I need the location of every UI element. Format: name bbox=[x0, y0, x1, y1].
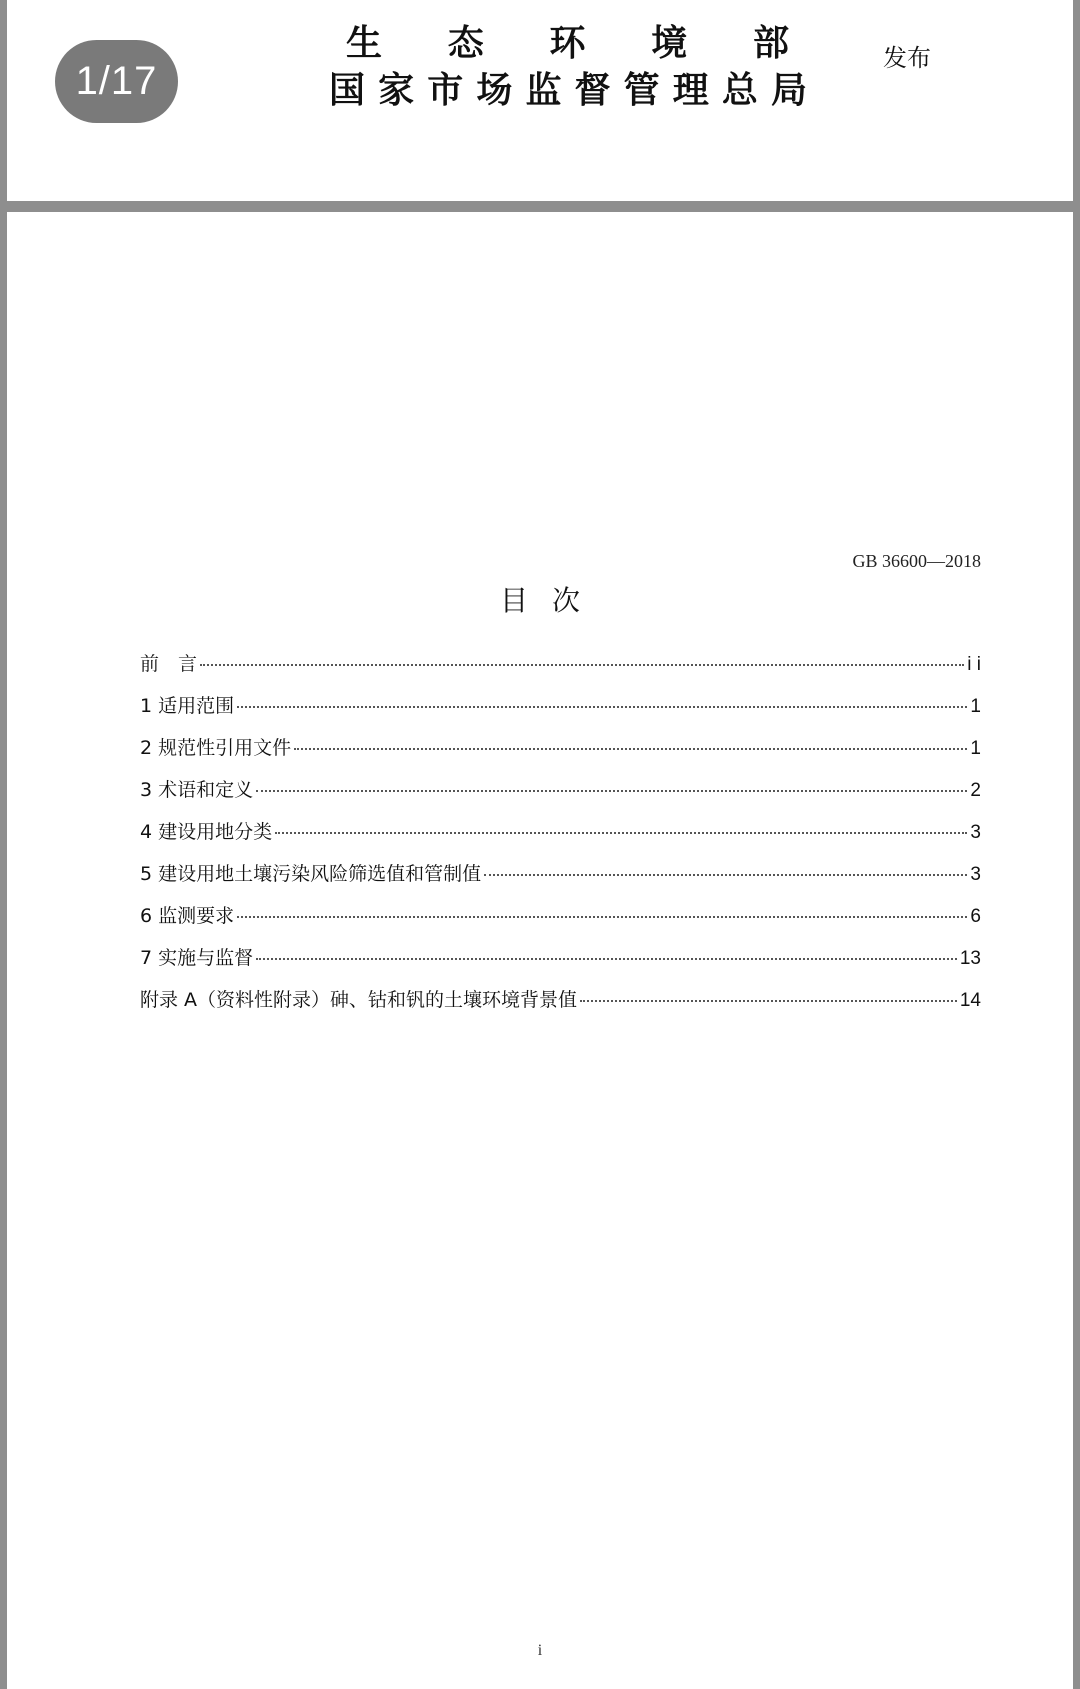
issuer-char: 理 bbox=[672, 69, 709, 111]
toc-entry-page: 3 bbox=[970, 864, 981, 885]
toc-entry-page: 6 bbox=[970, 906, 981, 927]
toc-leader-dots bbox=[256, 958, 957, 960]
issuer-char: 部 bbox=[752, 22, 789, 64]
toc-entry-scope[interactable] bbox=[140, 691, 981, 733]
toc-leader-dots bbox=[256, 790, 967, 792]
toc-entry-page: 3 bbox=[970, 822, 981, 843]
toc-entry-label: 6 监测要求 bbox=[140, 905, 235, 927]
publish-label: 发布 bbox=[883, 44, 931, 72]
issuer-char: 督 bbox=[574, 69, 611, 111]
toc-entry-implementation[interactable] bbox=[140, 943, 981, 985]
toc-entry-appendix-a[interactable] bbox=[140, 985, 981, 1027]
toc-entry-page: i i bbox=[967, 654, 981, 675]
toc-leader-dots bbox=[484, 874, 967, 876]
toc-entry-page: 14 bbox=[959, 990, 981, 1011]
issuer-ministry-of-ecology bbox=[329, 15, 807, 66]
toc-entry-page: 13 bbox=[959, 948, 981, 969]
toc-entry-label: 5 建设用地土壤污染风险筛选值和管制值 bbox=[140, 863, 482, 885]
toc-leader-dots bbox=[200, 664, 964, 666]
toc-leader-dots bbox=[237, 706, 967, 708]
toc-entry-label: 2 规范性引用文件 bbox=[140, 737, 292, 759]
toc-entry-label: 前 言 bbox=[140, 653, 198, 675]
toc-entry-normative-references[interactable] bbox=[140, 733, 981, 775]
issuer-char: 市 bbox=[427, 69, 464, 111]
issuer-char: 管 bbox=[623, 69, 660, 111]
issuer-char: 总 bbox=[721, 69, 758, 111]
issuer-char: 生 bbox=[346, 22, 383, 64]
toc-entry-label: 4 建设用地分类 bbox=[140, 821, 273, 843]
page-indicator-badge: 1/17 bbox=[55, 40, 178, 123]
toc-entry-terms-definitions[interactable] bbox=[140, 775, 981, 817]
page-footer-number: i bbox=[537, 1642, 543, 1659]
issuer-char: 境 bbox=[651, 22, 688, 64]
toc-leader-dots bbox=[294, 748, 967, 750]
toc-entry-label: 7 实施与监督 bbox=[140, 947, 254, 969]
toc-entry-monitoring[interactable] bbox=[140, 901, 981, 943]
issuer-char: 环 bbox=[549, 22, 586, 64]
toc-title: 目次 bbox=[499, 584, 604, 617]
issuer-char: 态 bbox=[447, 22, 484, 64]
toc-entry-foreword[interactable] bbox=[140, 649, 981, 691]
toc-entry-label: 附录 A（资料性附录）砷、钴和钒的土壤环境背景值 bbox=[140, 989, 578, 1011]
toc-entry-label: 3 术语和定义 bbox=[140, 779, 254, 801]
toc-page bbox=[7, 212, 1073, 1689]
issuer-char: 场 bbox=[476, 69, 513, 111]
toc-leader-dots bbox=[237, 916, 967, 918]
issuer-char: 国 bbox=[329, 69, 366, 111]
issuer-market-regulation bbox=[329, 62, 807, 113]
toc-entry-page: 1 bbox=[970, 696, 981, 717]
toc-entry-land-classification[interactable] bbox=[140, 817, 981, 859]
toc-entry-page: 1 bbox=[970, 738, 981, 759]
toc-leader-dots bbox=[275, 832, 967, 834]
toc-entry-label: 1 适用范围 bbox=[140, 695, 235, 717]
issuer-char: 局 bbox=[770, 69, 807, 111]
table-of-contents bbox=[140, 649, 981, 1027]
toc-entry-screening-values[interactable] bbox=[140, 859, 981, 901]
toc-leader-dots bbox=[580, 1000, 957, 1002]
issuer-char: 监 bbox=[525, 69, 562, 111]
toc-entry-page: 2 bbox=[970, 780, 981, 801]
issuer-char: 家 bbox=[378, 69, 415, 111]
standard-code: GB 36600—2018 bbox=[852, 551, 981, 571]
